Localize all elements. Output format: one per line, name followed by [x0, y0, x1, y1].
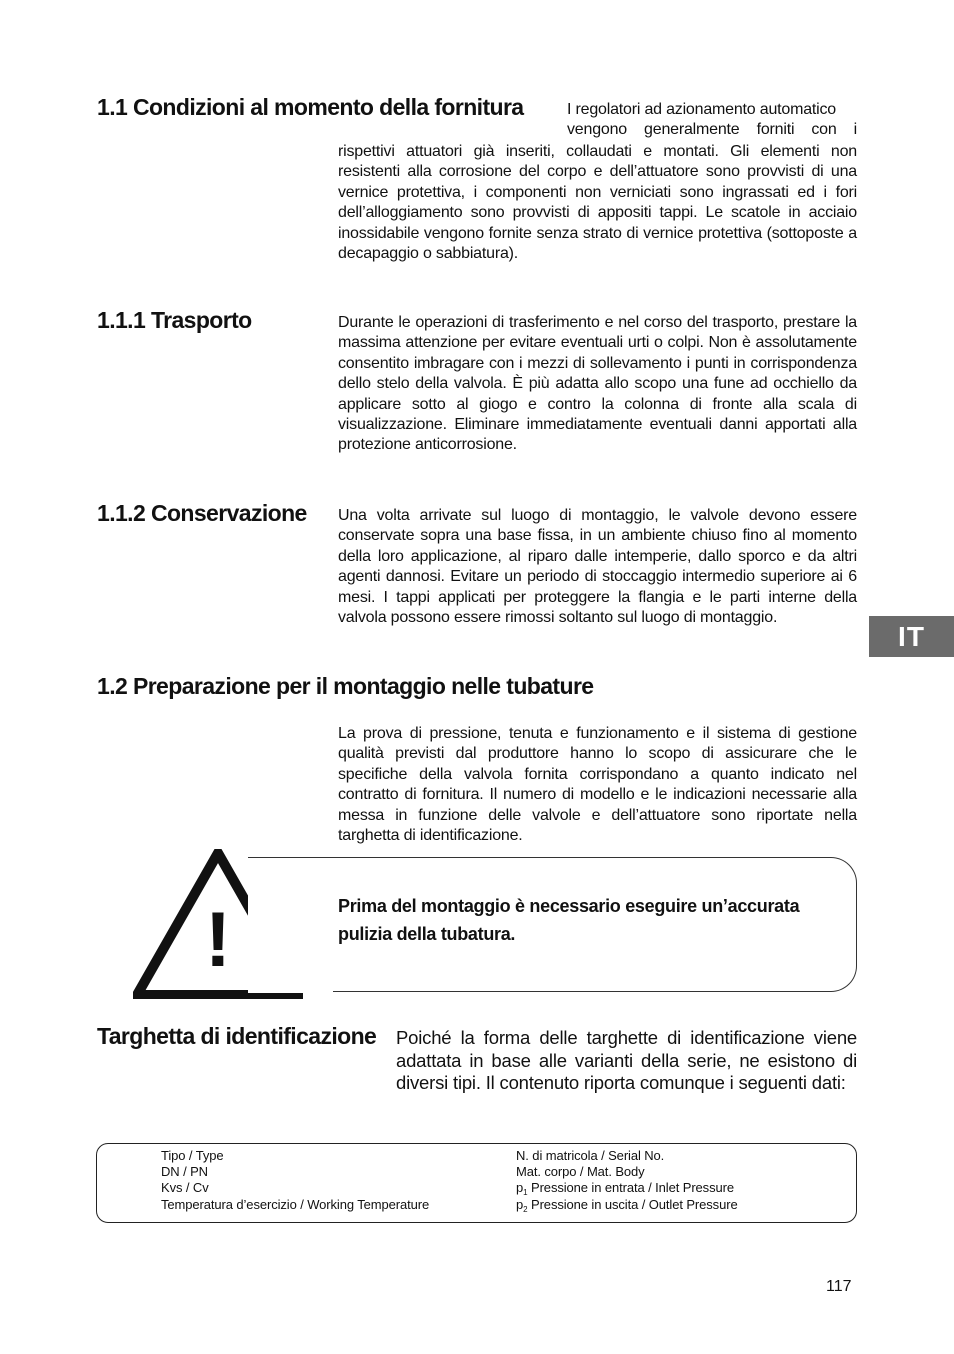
page-number: 117 [826, 1278, 852, 1295]
nameplate-serial: N. di matricola / Serial No. [516, 1148, 665, 1163]
nameplate-inlet-pressure: $p_1$ Pressione in entrata / Inlet Pressure [516, 1180, 734, 1198]
nameplate-kvs: Kvs / Cv [161, 1180, 209, 1196]
nameplate-body: Poiché la forma delle targhette di identificazione viene adattata in base alle varianti della serie, ne esistono di diversi tipi. Il contenuto riporta comunque i seguenti dati: [396, 1027, 857, 1093]
nameplate-outlet-pressure: $p_2$ Pressione in uscita / Outlet Pressure [516, 1196, 738, 1214]
heading-transport: 1.1.1 Trasporto [97, 307, 252, 333]
installation-prep-body: La prova di pressione, tenuta e funzionamento e il sistema di gestione qualità previsti dal produttore hanno lo scopo di assicurare che le specifiche della valvola fornita corrispondano a quanto indicato nel contratto di fornitura. Il numero di modello e le indicazioni necessarie alla messa in funzione delle valvole e dell’attuatore sono riportate nella targhetta di identificazione. [338, 725, 857, 845]
nameplate-body-material: Mat. corpo / Mat. Body [516, 1164, 645, 1180]
nameplate-left-col [161, 1148, 429, 1213]
delivery-lead [567, 100, 857, 141]
warning-box-mask [248, 857, 333, 993]
heading-delivery-conditions: 1.1 Condizioni al momento della fornitura [97, 94, 524, 120]
warning-text: Prima del montaggio è necessario eseguire un’accurata pulizia della tubatura. [338, 896, 800, 944]
nameplate-dn-pn: DN / PN [161, 1164, 208, 1180]
delivery-body: rispettivi attuatori già inseriti, collaudati e montati. Gli elementi non resistenti alla corrosione del corpo e dell’attuatore sono provvisti di una vernice protettiva, i componenti non verniciati sono ingrassati ed i fori dell’alloggiamento sono provvisti di appositi tappi. Le scatole in acciaio inossidabile vengono fornite senza strato di vernice protettiva (sottoposte a decapaggio o sabbiatura). [338, 143, 857, 263]
delivery-lead-line1: I regolatori ad azionamento automatico [567, 101, 837, 118]
nameplate-right-col [516, 1148, 738, 1213]
language-tab[interactable]: IT [869, 616, 954, 657]
delivery-lead-line2: vengono generalmente forniti con i [567, 121, 857, 139]
transport-body: Durante le operazioni di trasferimento e nel corso del trasporto, prestare la massima attenzione per evitare eventuali urti o colpi. Non è assolutamente consentito imbragare con i mezzi di sollevamento i punti in corrispondenza dello stelo della valvola. È più adatta allo scopo una fune ad occhiello da applicare sotto al giogo e contro la colonna di fronte alla scala di visualizzazione. Eliminare immediatamente eventuali danni apportati alla protezione anticorrosione. [338, 314, 857, 454]
heading-nameplate: Targhetta di identificazione [97, 1023, 377, 1049]
warning-top-line [248, 857, 338, 858]
nameplate-type: Tipo / Type [161, 1148, 224, 1163]
nameplate-temperature: Temperatura d’esercizio / Working Temperature [161, 1196, 430, 1212]
heading-storage: 1.1.2 Conservazione [97, 500, 307, 526]
warning-exclamation: ! [205, 895, 231, 983]
heading-installation-prep: 1.2 Preparazione per il montaggio nelle tubature [97, 673, 594, 699]
storage-body: Una volta arrivate sul luogo di montaggio, le valvole devono essere conservate sopra una base fissa, in un ambiente chiuso fino al momento della loro applicazione, al riparo dalle intemperie, dallo sporco e da altri agenti dannosi. Evitare un periodo di stoccaggio intermedio superiore ai 6 mesi. I tappi applicati per proteggere la flangia e le parti interne della valvola possono essere rimossi soltanto sul luogo di montaggio. [338, 507, 857, 627]
